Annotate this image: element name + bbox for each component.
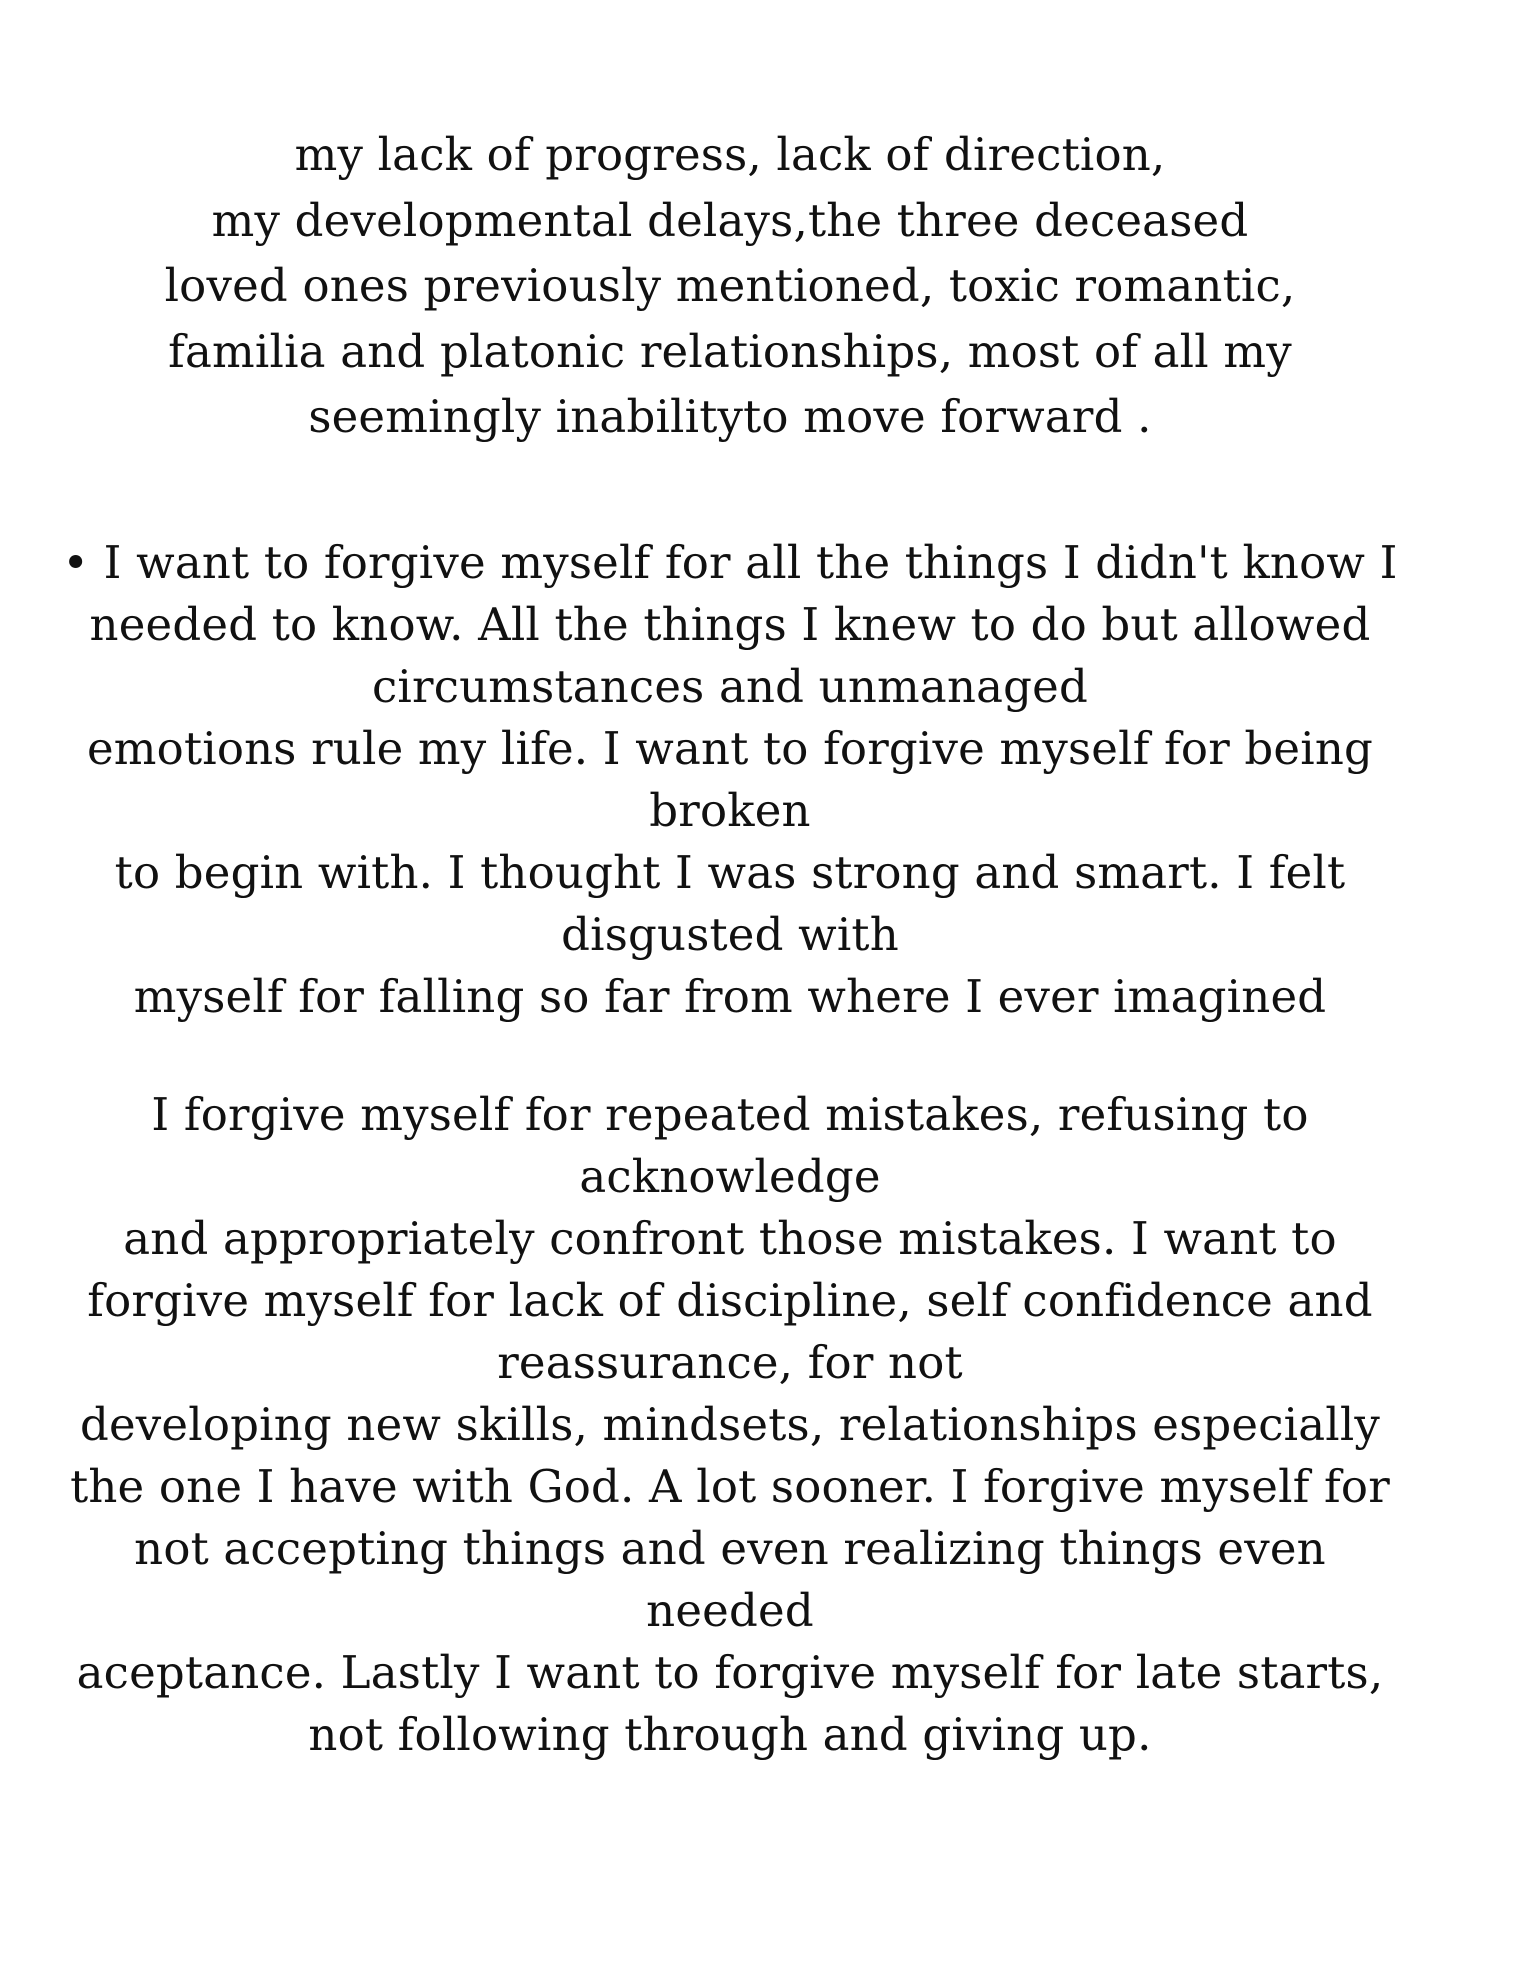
text-line: circumstances and unmanaged	[371, 660, 1089, 713]
text-line: seemingly inabilityto move forward .	[308, 390, 1152, 443]
text-line: • I want to forgive myself for all the things I didn't know I	[62, 536, 1398, 589]
text-line: needed	[646, 1584, 814, 1637]
text-line: my lack of progress, lack of direction,	[294, 128, 1166, 181]
text-line: familia and platonic relationships, most of all my	[168, 324, 1292, 378]
text-line: loved ones previously mentioned, toxic romantic,	[164, 259, 1296, 312]
text-line: the one I have with God. A lot sooner. I forgive myself for	[70, 1460, 1390, 1513]
paragraph-forgive-unknowns	[40, 532, 1420, 1028]
text-line: disgusted with	[561, 908, 899, 961]
paragraph-forgive-mistakes	[40, 1084, 1420, 1766]
text-line: needed to know. All the things I knew to do but allowed	[89, 598, 1371, 651]
text-line: broken	[649, 784, 811, 837]
text-line: and appropriately confront those mistakes. I want to	[123, 1212, 1337, 1265]
text-line: aceptance. Lastly I want to forgive myself for late starts,	[76, 1646, 1384, 1699]
text-line: not accepting things and even realizing things even	[134, 1522, 1326, 1575]
text-line: forgive myself for lack of discipline, self confidence and	[87, 1274, 1373, 1327]
text-line: emotions rule my life. I want to forgive myself for being	[86, 722, 1374, 775]
text-line: my developmental delays,the three deceased	[211, 193, 1249, 247]
text-line: reassurance, for not	[497, 1336, 963, 1389]
text-line: to begin with. I thought I was strong and smart. I felt	[114, 846, 1346, 899]
text-line: developing new skills, mindsets, relationships especially	[79, 1398, 1381, 1451]
paragraph-progress	[40, 122, 1420, 450]
text-line: I forgive myself for repeated mistakes, refusing to	[151, 1088, 1309, 1141]
text-line: acknowledge	[579, 1150, 881, 1203]
text-line: not following through and giving up.	[308, 1708, 1152, 1761]
text-line: myself for falling so far from where I ever imagined	[133, 970, 1327, 1023]
